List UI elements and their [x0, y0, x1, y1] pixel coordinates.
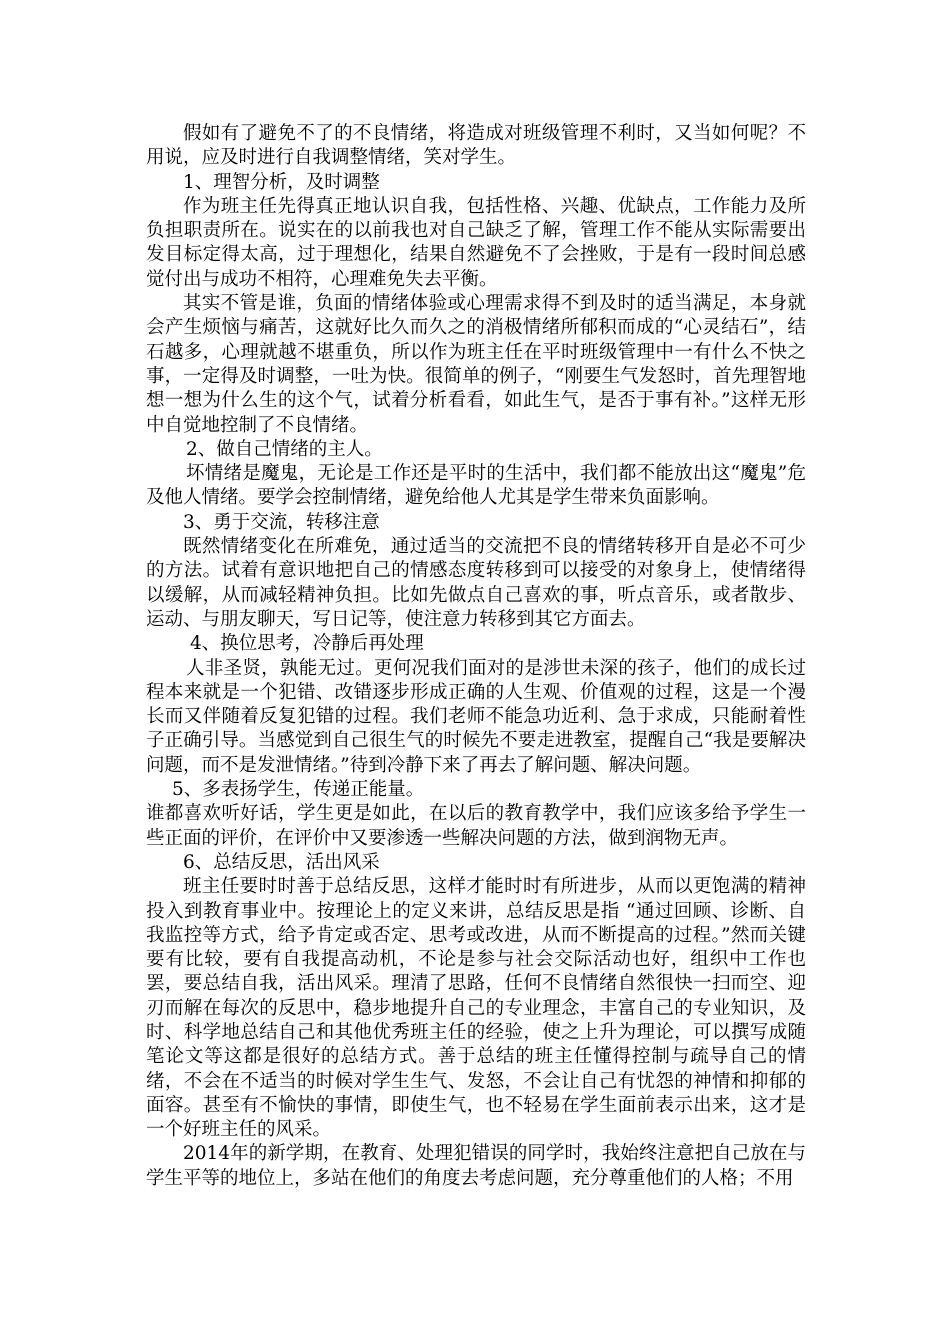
heading-praise-students: 5、多表扬学生，传递正能量。 — [172, 779, 425, 801]
heading-communicate: 3、勇于交流，转移注意 — [183, 511, 380, 533]
heading-rational-analysis: 1、理智分析，及时调整 — [183, 171, 380, 193]
paragraph-kind-words: 谁都喜欢听好话，学生更是如此，在以后的教育教学中，我们应该多给予学生一些正面的评价，在评价中又要渗透一些解决问题的方法，做到润物无声。 — [146, 803, 806, 849]
paragraph-bad-mood-devil: 坏情绪是魔鬼，无论是工作还是平时的生活中，我们都不能放出这“魔鬼”危及他人情绪。要学会控制情绪，避免给他人尤其是学生带来负面影响。 — [146, 463, 806, 509]
heading-empathy: 4、换位思考，冷静后再处理 — [190, 633, 424, 655]
paragraph-know-yourself: 作为班主任先得真正地认识自我，包括性格、兴趣、优缺点，工作能力及所负担职责所在。说实在的以前我也对自己缺乏了解，管理工作不能从实际需要出发目标定得太高，过于理想化，结果自然避免不了会挫败，于是有一段时间总感觉付出与成功不相符，心理难免失去平衡。 — [146, 195, 806, 290]
heading-reflection: 6、总结反思，活出风采 — [183, 851, 380, 873]
paragraph-new-semester: 2014年的新学期，在教育、处理犯错误的同学时，我始终注意把自己放在与学生平等的地位上，多站在他们的角度去考虑问题，充分尊重他们的人格；不用 — [146, 1143, 806, 1189]
heading-master-of-emotions: 2、做自己情绪的主人。 — [186, 438, 383, 460]
paragraph-shift-attention: 既然情绪变化在所难免，通过适当的交流把不良的情绪转移开自是必不可少的方法。试着有意识地把自己的情感态度转移到可以接受的对象身上，使情绪得以缓解，从而减轻精神负担。比如先做点自己喜欢的事，听点音乐，或者散步、运动、与朋友聊天，写日记等，使注意力转移到其它方面去。 — [146, 536, 806, 630]
paragraph-heart-stone: 其实不管是谁，负面的情绪体验或心理需求得不到及时的适当满足，本身就会产生烦恼与痛苦，这就好比久而久之的消极情绪所郁积而成的“心灵结石”，结石越多，心理就越不堪重负，所以作为班主任在平时班级管理中一有什么不快之事，一定得及时调整，一吐为快。很简单的例子，“刚要生气发怒时，首先理智地想一想为什么生的这个气，试着分析看看，如此生气，是否于事有补。”这样无形中自觉地控制了不良情绪。 — [146, 293, 806, 436]
paragraph-intro: 假如有了避免不了的不良情绪，将造成对班级管理不利时，又当如何呢？不用说，应及时进行自我调整情绪，笑对学生。 — [146, 123, 806, 169]
paragraph-reflection-body: 班主任要时时善于总结反思，这样才能时时有所进步，从而以更饱满的精神投入到教育事业中。按理论上的定义来讲，总结反思是指 “通过回顾、诊断、自我监控等方式，给予肯定或否定、思考或改进，从而不断提高的过程。”然而关键要有比较，要有自我提高动机，不论是参与社会交际活动也好，组织中工作也罢，要总结自我，活出风采。理清了思路，任何不良情绪自然很快一扫而空、迎刃而解在每次的反思中，稳步地提升自己的专业理念，丰富自己的专业知识，及时、科学地总结自己和其他优秀班主任的经验，使之上升为理论，可以撰写成随笔论文等这都是很好的总结方式。善于总结的班主任懂得控制与疏导自己的情绪，不会在不适当的时候对学生生气、发怒，不会让自己有忧怨的神情和抑郁的面容。甚至有不愉快的事情，即使生气，也不轻易在学生面前表示出来，这才是一个好班主任的风采。 — [146, 876, 806, 1141]
paragraph-no-one-perfect: 人非圣贤，孰能无过。更何况我们面对的是涉世未深的孩子，他们的成长过程本来就是一个犯错、改错逐步形成正确的人生观、价值观的过程，这是一个漫长而又伴随着反复犯错的过程。我们老师不能急功近利、急于求成，只能耐着性子正确引导。当感觉到自己很生气的时候先不要走进教室，提醒自己“我是要解决问题，而不是发泄情绪。”待到冷静下来了再去了解问题、解决问题。 — [146, 657, 806, 776]
body-text — [146, 122, 806, 1191]
